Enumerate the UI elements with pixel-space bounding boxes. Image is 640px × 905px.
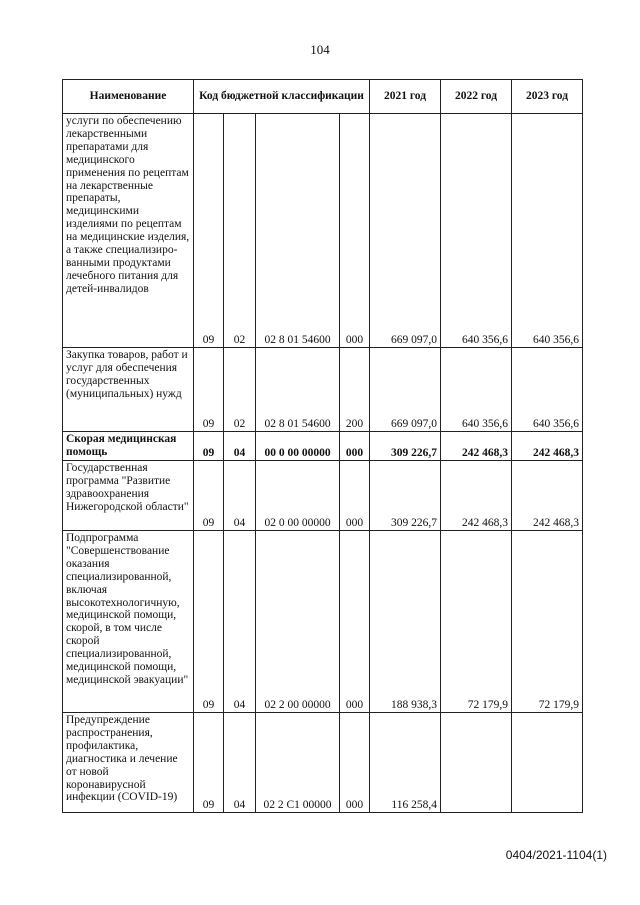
code-expense-type: 200 — [340, 348, 370, 432]
row-name: Подпрограмма "Совершенствование оказания специализированной, включая высокотехнологичную, медицинской помощи, скорой, в том числе скорой специализированной, медицинской помощи, медицинской эвакуации" — [63, 531, 194, 713]
value-2021: 669 097,0 — [370, 348, 441, 432]
header-2022: 2022 год — [441, 80, 512, 114]
code-target: 00 0 00 00000 — [256, 432, 340, 461]
row-name: Государственная программа "Развитие здравоохранения Нижегородской области" — [63, 461, 194, 531]
value-2023: 242 468,3 — [512, 432, 583, 461]
code-section: 09 — [194, 531, 224, 713]
row-name: услуги по обеспечению лекарственными препаратами для медицинского применения по рецептам на лекарственные препараты, медицинскими изделиями по рецептам на медицинские изделия, а также специализиро-ванными продуктами лечебного питания для детей-инвалидов — [63, 114, 194, 348]
value-2022: 72 179,9 — [441, 531, 512, 713]
code-target: 02 8 01 54600 — [256, 114, 340, 348]
value-2023: 72 179,9 — [512, 531, 583, 713]
code-subsection: 04 — [224, 461, 256, 531]
code-subsection: 04 — [224, 432, 256, 461]
table-row — [63, 348, 583, 432]
row-name: Скорая медицинская помощь — [63, 432, 194, 461]
code-subsection: 04 — [224, 531, 256, 713]
code-expense-type: 000 — [340, 114, 370, 348]
value-2021: 309 226,7 — [370, 461, 441, 531]
value-2023: 242 468,3 — [512, 461, 583, 531]
value-2021: 188 938,3 — [370, 531, 441, 713]
page-number: 104 — [310, 42, 330, 57]
code-expense-type: 000 — [340, 713, 370, 813]
code-target: 02 8 01 54600 — [256, 348, 340, 432]
code-subsection: 02 — [224, 348, 256, 432]
code-target: 02 2 C1 00000 — [256, 713, 340, 813]
code-expense-type: 000 — [340, 432, 370, 461]
value-2022: 242 468,3 — [441, 432, 512, 461]
document-code: 0404/2021-1104(1) — [505, 848, 607, 862]
code-section: 09 — [194, 114, 224, 348]
table-row — [63, 713, 583, 813]
code-section: 09 — [194, 432, 224, 461]
value-2021: 309 226,7 — [370, 432, 441, 461]
code-target: 02 0 00 00000 — [256, 461, 340, 531]
code-section: 09 — [194, 713, 224, 813]
code-expense-type: 000 — [340, 531, 370, 713]
value-2021: 116 258,4 — [370, 713, 441, 813]
value-2022: 242 468,3 — [441, 461, 512, 531]
value-2021: 669 097,0 — [370, 114, 441, 348]
budget-table — [62, 79, 583, 813]
header-name: Наименование — [63, 80, 194, 114]
value-2023: 640 356,6 — [512, 114, 583, 348]
row-name: Предупреждение распространения, профилактика, диагностика и лечение от новой коронавирусной инфекции (COVID-19) — [63, 713, 194, 813]
code-section: 09 — [194, 461, 224, 531]
row-name: Закупка товаров, работ и услуг для обеспечения государственных (муниципальных) нужд — [63, 348, 194, 432]
header-2021: 2021 год — [370, 80, 441, 114]
code-expense-type: 000 — [340, 461, 370, 531]
table-row — [63, 432, 583, 461]
value-2022: 640 356,6 — [441, 348, 512, 432]
table-row — [63, 461, 583, 531]
header-2023: 2023 год — [512, 80, 583, 114]
table-row — [63, 114, 583, 348]
value-2023: 640 356,6 — [512, 348, 583, 432]
value-2023 — [512, 713, 583, 813]
code-subsection: 04 — [224, 713, 256, 813]
code-target: 02 2 00 00000 — [256, 531, 340, 713]
header-code: Код бюджетной классификации — [194, 80, 370, 114]
table-row — [63, 531, 583, 713]
value-2022 — [441, 713, 512, 813]
value-2022: 640 356,6 — [441, 114, 512, 348]
code-subsection: 02 — [224, 114, 256, 348]
code-section: 09 — [194, 348, 224, 432]
table-header-row — [63, 80, 583, 114]
